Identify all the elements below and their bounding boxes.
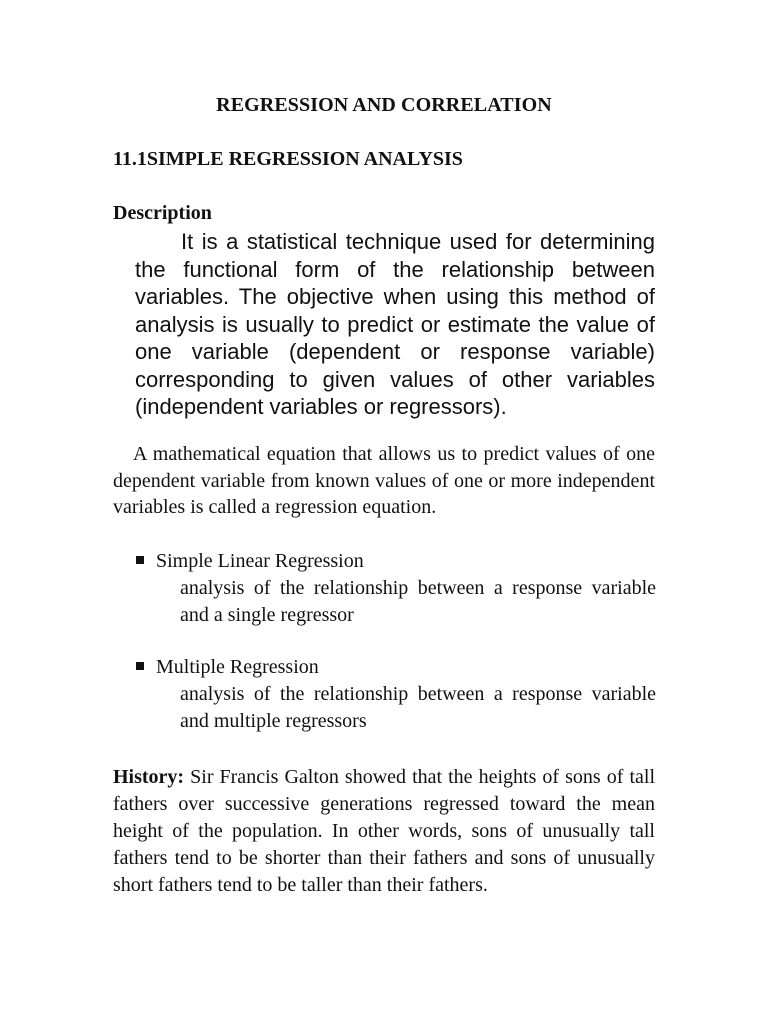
bullet-title: Multiple Regression <box>156 656 319 678</box>
description-label: Description <box>113 202 212 224</box>
bullet-description: analysis of the relationship between a response variable and multiple regressors <box>180 683 656 732</box>
bullet-description: analysis of the relationship between a response variable and a single regressor <box>180 577 656 626</box>
history-paragraph <box>113 764 655 899</box>
document-title: REGRESSION AND CORRELATION <box>216 94 552 116</box>
section-heading: 11.1SIMPLE REGRESSION ANALYSIS <box>113 148 463 170</box>
regression-equation-paragraph: A mathematical equation that allows us to predict values of one dependent variable from known values of one or more independent variables is called a regression equation. <box>113 443 655 518</box>
history-text: Sir Francis Galton showed that the heights of sons of tall fathers over successive generations regressed toward the mean height of the population. In other words, sons of unusually tall fathers tend to be shorter than their fathers and sons of unusually short fathers tend to be taller than their fathers. <box>113 766 655 896</box>
square-bullet-icon <box>136 556 144 564</box>
bullet-simple-linear-regression <box>136 548 656 629</box>
description-paragraph: It is a statistical technique used for determining the functional form of the relationship between variables. The objective when using this method of analysis is usually to predict or estimate the value of one variable (dependent or response variable) corresponding to given values of other variables (independent variables or regressors). <box>135 229 655 419</box>
bullet-multiple-regression <box>136 654 656 735</box>
history-label: History: <box>113 766 185 788</box>
bullet-title: Simple Linear Regression <box>156 550 364 572</box>
square-bullet-icon <box>136 662 144 670</box>
